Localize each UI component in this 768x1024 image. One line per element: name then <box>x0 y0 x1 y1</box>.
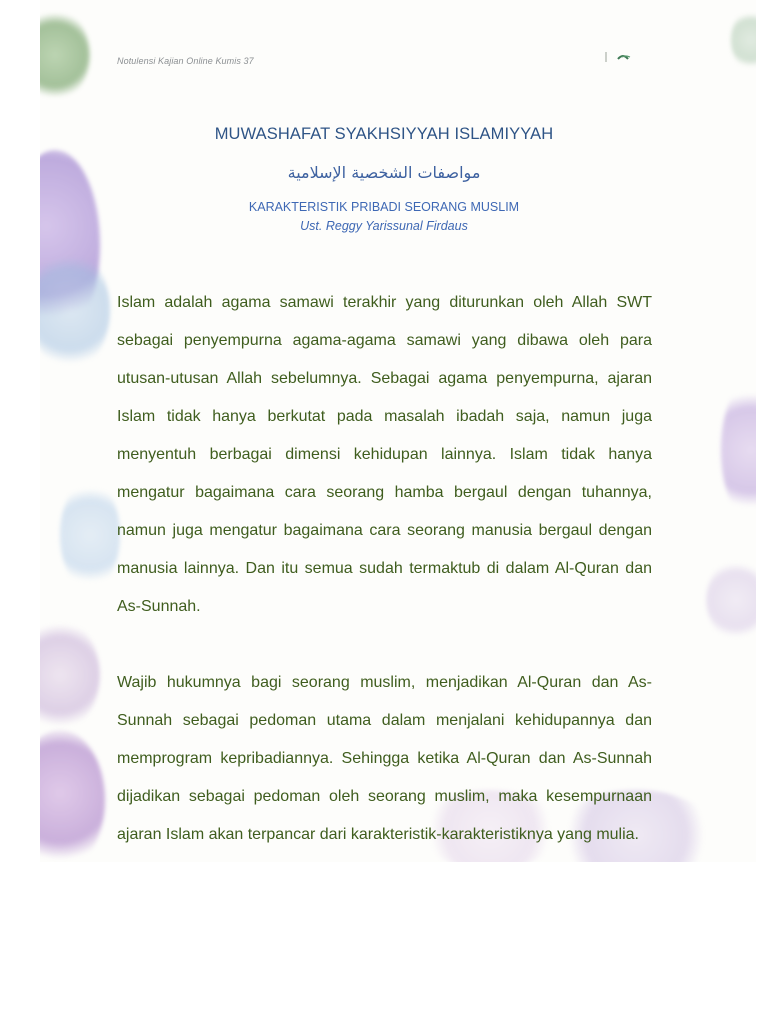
feather-decoration <box>40 250 110 370</box>
body-paragraph: Wajib hukumnya bagi seorang muslim, menjadikan Al-Quran dan As-Sunnah sebagai pedoman utama dalam menjalani kehidupannya dan memprogram kepribadiannya. Sehingga ketika Al-Quran dan As-Sunnah dijadikan sebagai pedoman oleh seorang muslim, maka kesempurnaan ajaran Islam akan terpancar dari karakteristik-karakteristiknya yang mulia. <box>117 674 652 843</box>
flower-decoration <box>706 560 756 640</box>
leaf-decoration <box>40 10 90 100</box>
document-subtitle: KARAKTERISTIK PRIBADI SEORANG MUSLIM <box>248 200 520 214</box>
flower-decoration <box>40 620 100 730</box>
author-name: Ust. Reggy Yarissunal Firdaus <box>300 219 468 233</box>
flower-decoration <box>721 380 756 520</box>
leaf-ornament-icon <box>604 50 636 64</box>
flower-decoration <box>40 730 105 862</box>
leaf-decoration <box>731 10 756 70</box>
arabic-title: مواصفات الشخصية الإسلامية <box>287 163 481 182</box>
feather-decoration <box>60 480 120 590</box>
body-paragraph: Islam adalah agama samawi terakhir yang diturunkan oleh Allah SWT sebagai penyempurna agama-agama samawi yang dibawa oleh para utusan-utusan Allah sebelumnya. Sebagai agama penyempurna, ajaran Islam tidak hanya berkutat pada masalah ibadah saja, namun juga menyentuh berbagai dimensi kehidupan lainnya. Islam tidak hanya mengatur bagaimana cara seorang hamba bergaul dengan tuhannya, namun juga mengatur bagaimana cara seorang manusia bergaul dengan manusia lainnya. Dan itu semua sudah termaktub di dalam Al-Quran dan As-Sunnah. <box>117 294 652 615</box>
header-note: Notulensi Kajian Online Kumis 37 <box>117 56 254 66</box>
document-title: MUWASHAFAT SYAKHSIYYAH ISLAMIYYAH <box>214 125 554 143</box>
